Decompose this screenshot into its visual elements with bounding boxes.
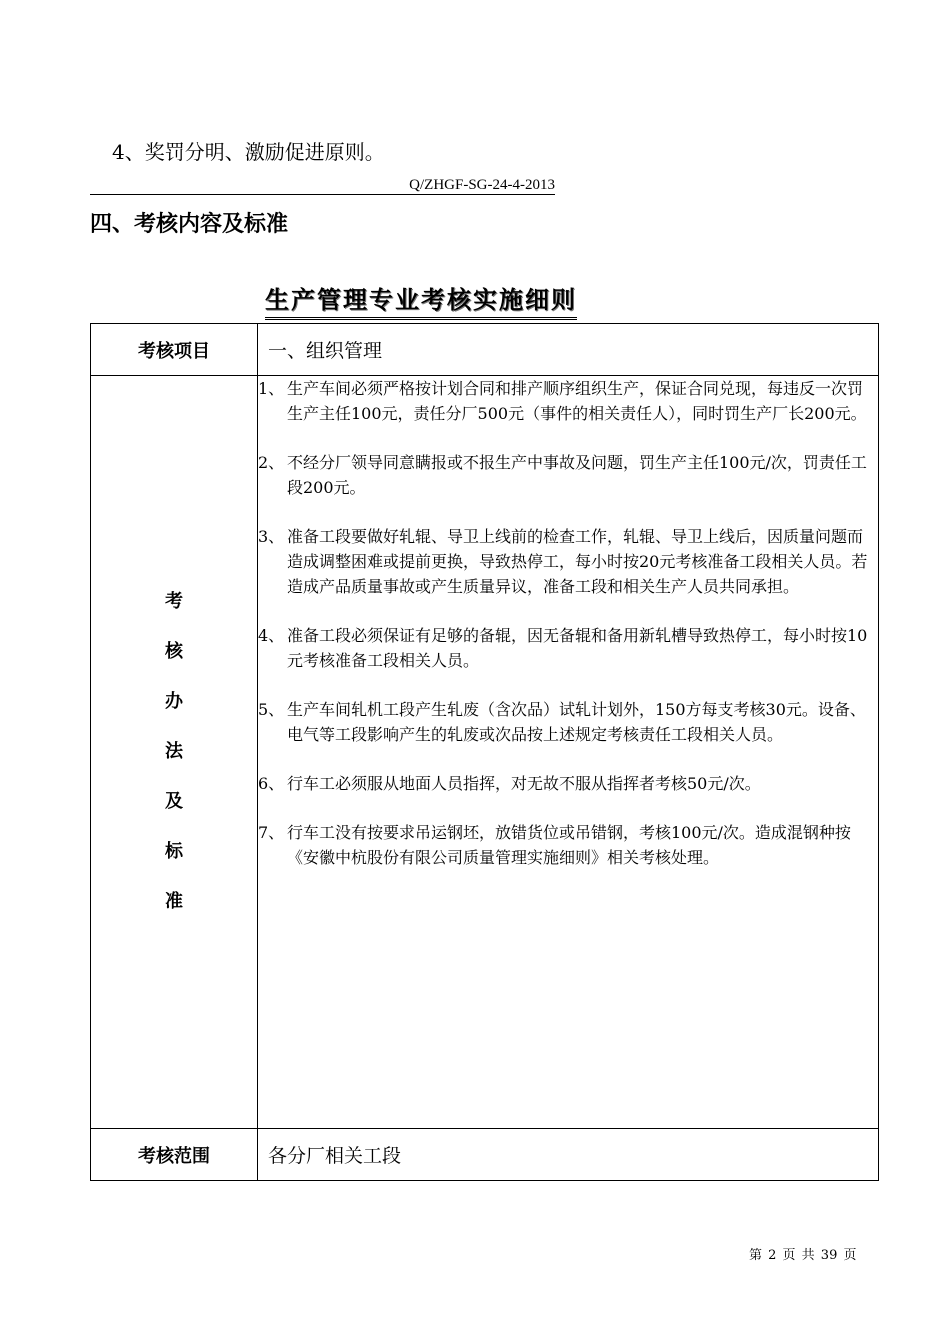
- method-label-char: 及: [165, 791, 183, 812]
- rule-text: 不经分厂领导同意瞒报或不报生产中事故及问题，罚生产主任100元/次，罚责任工段200元。: [287, 453, 867, 497]
- rule-text: 行车工必须服从地面人员指挥，对无故不服从指挥者考核50元/次。: [287, 774, 761, 793]
- table-row-project: [91, 324, 879, 376]
- rule-item: [258, 524, 878, 599]
- table-title: 生产管理专业考核实施细则: [265, 285, 577, 320]
- doc-code-rule: [90, 176, 555, 195]
- rule-item: [258, 820, 878, 870]
- rule-item: [258, 771, 878, 796]
- rule-number: 4、: [258, 626, 285, 645]
- rule-text: 准备工段必须保证有足够的备辊，因无备辊和备用新轧槽导致热停工，每小时按10元考核准备工段相关人员。: [287, 626, 868, 670]
- rule-item: [258, 450, 878, 500]
- scope-value: 各分厂相关工段: [258, 1129, 879, 1181]
- project-value: 一、组织管理: [258, 324, 879, 376]
- rule-number: 5、: [258, 700, 285, 719]
- method-label-char: 法: [165, 741, 183, 762]
- section-heading: 四、考核内容及标准: [90, 212, 289, 237]
- page-footer: 第 2 页 共 39 页: [749, 1248, 857, 1263]
- principle-line: 4、奖罚分明、激励促进原则。: [112, 140, 385, 164]
- rule-text: 行车工没有按要求吊运钢坯，放错货位或吊错钢，考核100元/次。造成混钢种按《安徽中杭股份有限公司质量管理实施细则》相关考核处理。: [287, 823, 851, 867]
- rule-text: 生产车间轧机工段产生轧废（含次品）试轧计划外，150方每支考核30元。设备、电气等工段影响产生的轧废或次品按上述规定考核责任工段相关人员。: [287, 700, 866, 744]
- rules-list: [258, 376, 879, 1129]
- method-label-char: 核: [165, 641, 183, 662]
- scope-label: 考核范围: [91, 1129, 258, 1181]
- rule-item: [258, 623, 878, 673]
- project-label: 考核项目: [91, 324, 258, 376]
- method-label: [91, 376, 258, 1129]
- method-label-char: 办: [165, 691, 183, 712]
- rule-number: 7、: [258, 823, 285, 842]
- method-label-char: 准: [165, 891, 183, 912]
- rule-number: 1、: [258, 379, 285, 398]
- rule-text: 准备工段要做好轧辊、导卫上线前的检查工作，轧辊、导卫上线后，因质量问题而造成调整困难或提前更换，导致热停工，每小时按20元考核准备工段相关人员。若造成产品质量事故或产生质量异议，准备工段和相关生产人员共同承担。: [287, 527, 868, 596]
- table-row-scope: [91, 1129, 879, 1181]
- doc-code: Q/ZHGF-SG-24-4-2013: [409, 177, 555, 193]
- assessment-table: [90, 323, 879, 1181]
- rule-number: 6、: [258, 774, 285, 793]
- rule-item: [258, 376, 878, 426]
- rule-number: 3、: [258, 527, 285, 546]
- rule-text: 生产车间必须严格按计划合同和排产顺序组织生产，保证合同兑现，每违反一次罚生产主任100元，责任分厂500元（事件的相关责任人），同时罚生产厂长200元。: [287, 379, 867, 423]
- rule-number: 2、: [258, 453, 285, 472]
- table-row-method: [91, 376, 879, 1129]
- rule-item: [258, 697, 878, 747]
- method-label-char: 考: [165, 591, 183, 612]
- method-label-char: 标: [165, 841, 183, 862]
